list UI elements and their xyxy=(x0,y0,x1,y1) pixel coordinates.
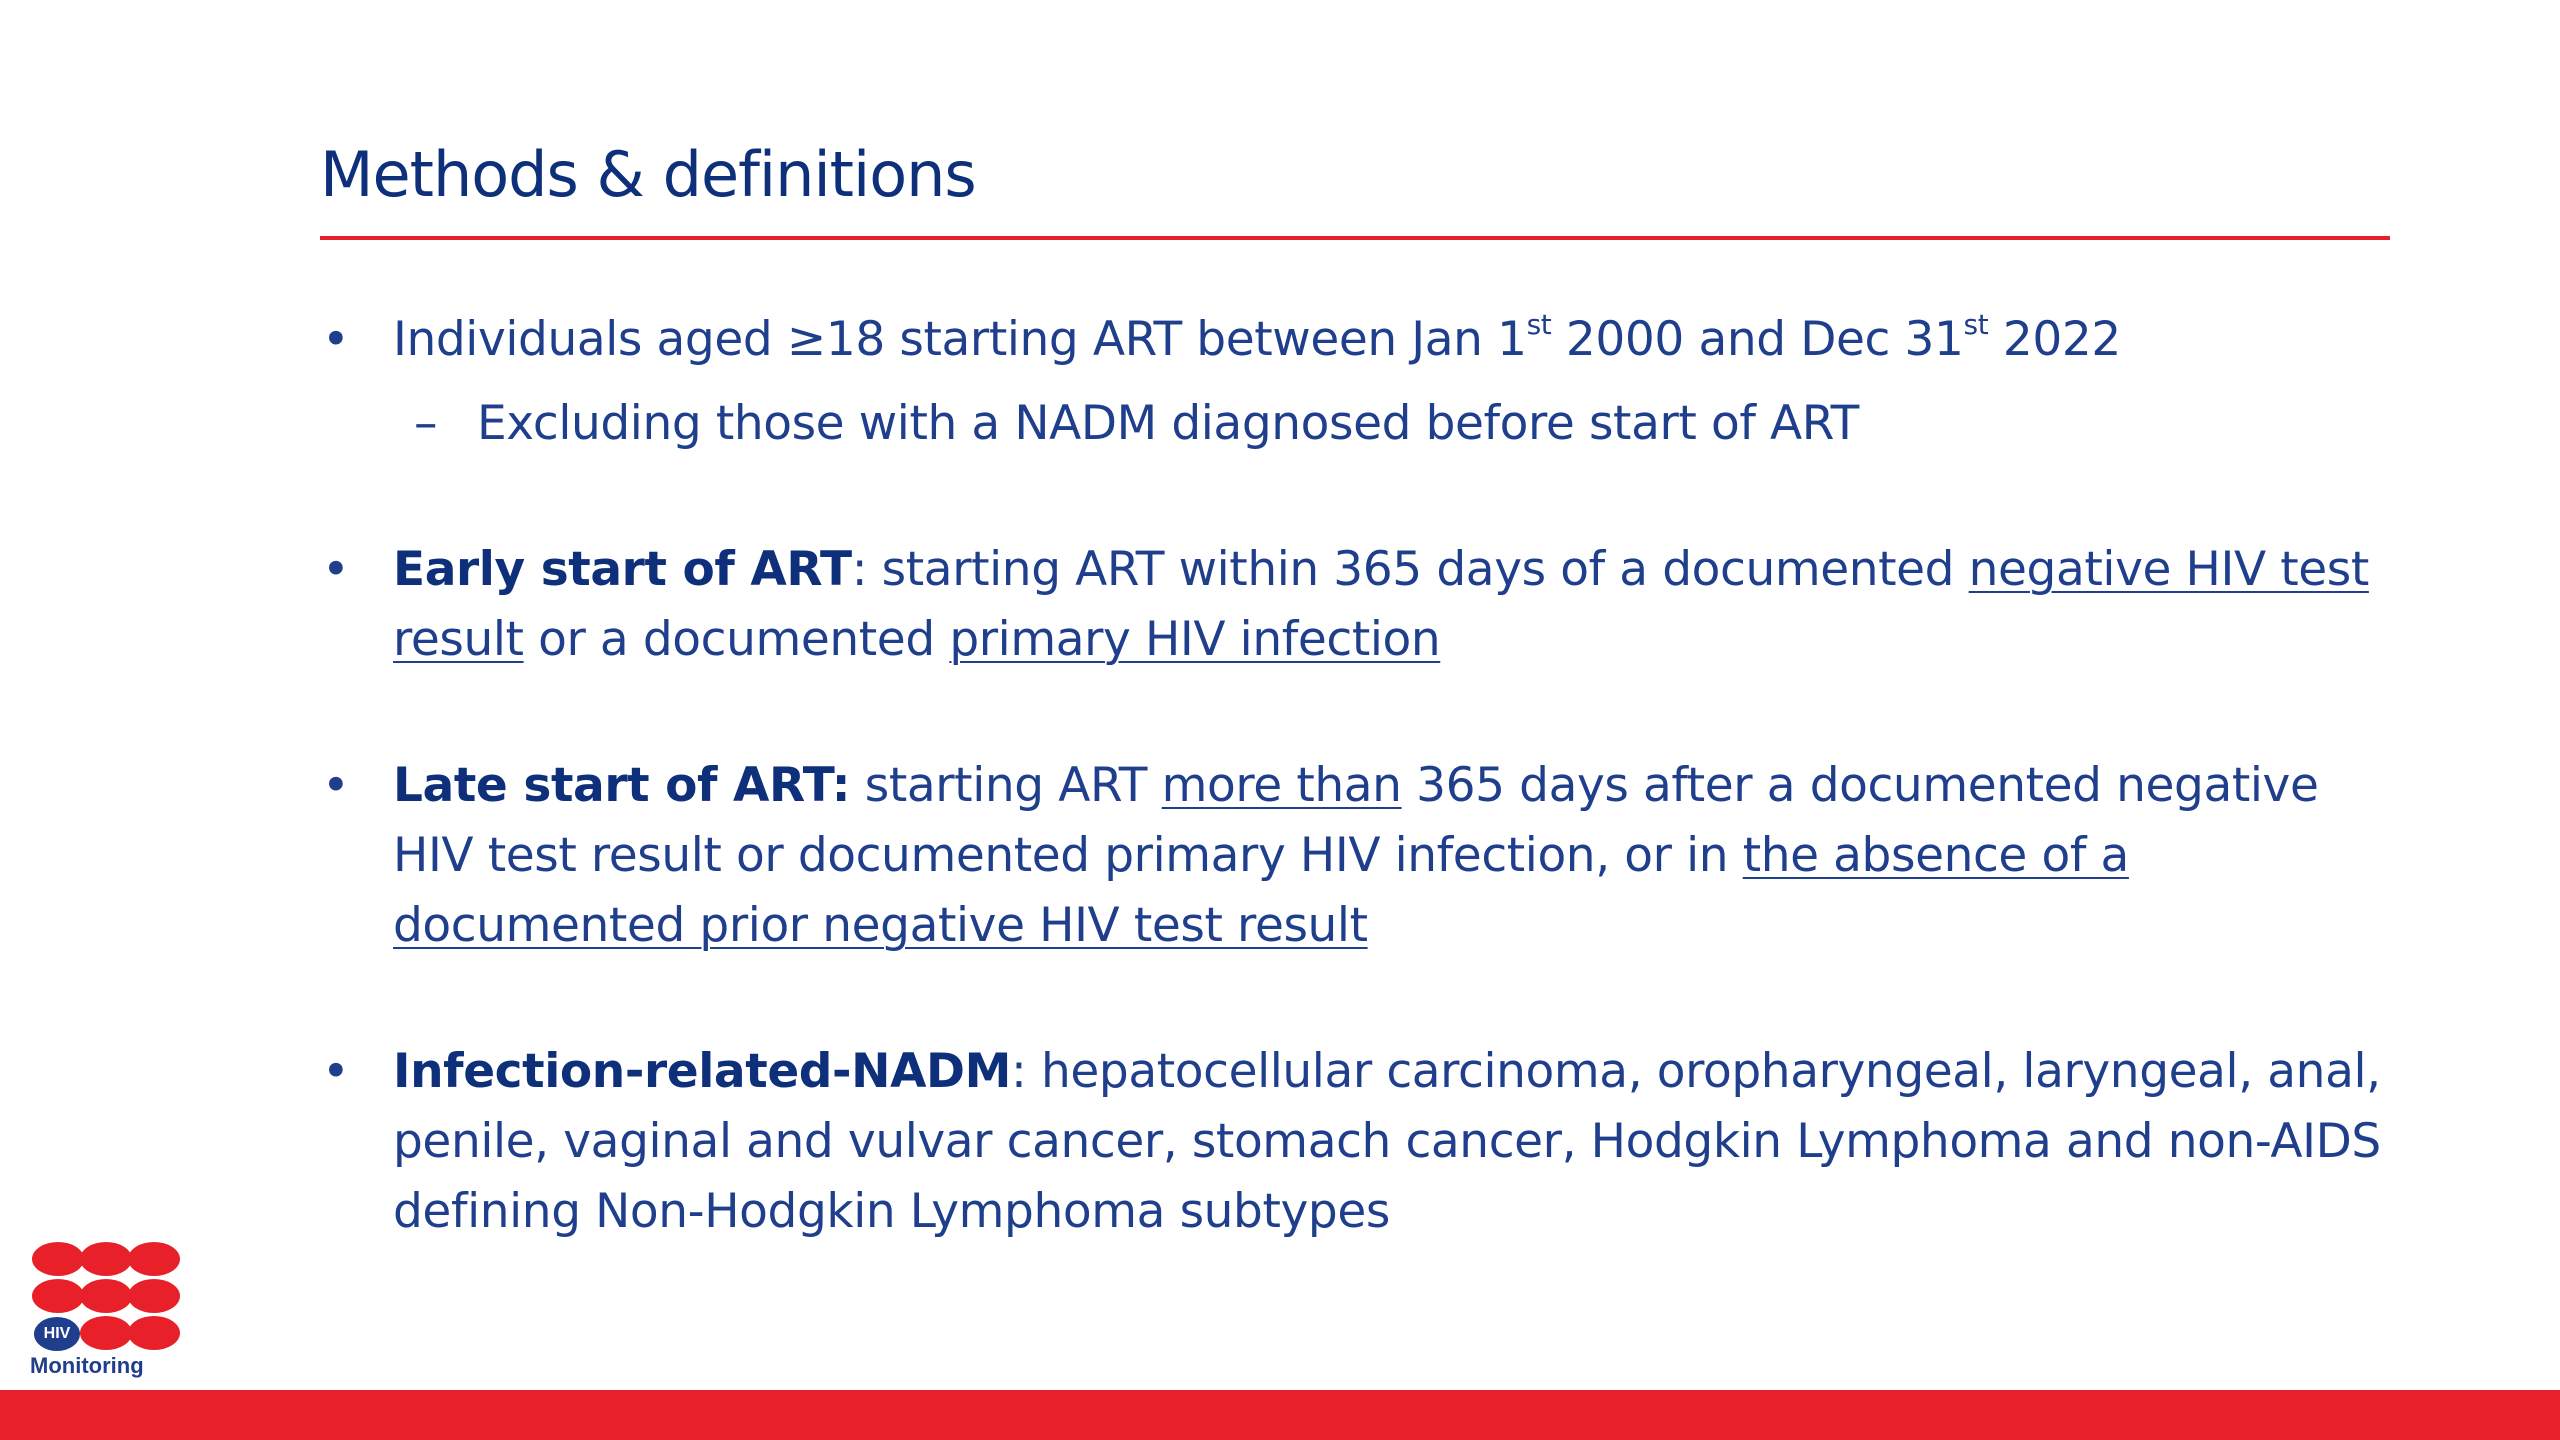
dash-icon: – xyxy=(414,396,438,451)
logo-dot-icon xyxy=(80,1316,132,1350)
bullet-item-infection-related-nadm xyxy=(320,1037,2400,1247)
bullet-item-early-start xyxy=(320,535,2400,675)
logo-dot-icon xyxy=(80,1279,132,1313)
logo-dot-icon xyxy=(32,1242,84,1276)
logo-text: Monitoring xyxy=(30,1353,144,1378)
definition-term: Early start of ART xyxy=(393,542,852,597)
definition-term: Infection-related-NADM xyxy=(393,1044,1012,1099)
logo-dot-icon xyxy=(32,1279,84,1313)
superscript: st xyxy=(1963,308,1989,342)
bullet-icon: • xyxy=(322,758,350,813)
underlined-text: more than xyxy=(1161,758,1402,813)
bullet-list xyxy=(320,305,2400,1247)
logo-dot-icon xyxy=(128,1316,180,1350)
bullet-text: 365 days after a documented negative HIV test result or documented primary HIV infection, or in xyxy=(393,758,2319,883)
footer-bar xyxy=(0,1390,2560,1440)
underlined-text: negative HIV test result xyxy=(393,542,2369,667)
bullet-text: or a documented xyxy=(523,612,950,667)
bullet-text: starting ART xyxy=(850,758,1162,813)
bullet-text: : starting ART within 365 days of a documented xyxy=(851,542,1969,597)
sub-bullet-exclusion xyxy=(320,389,2400,459)
title-divider xyxy=(320,236,2390,240)
underlined-text: the absence of a documented prior negative HIV test result xyxy=(393,828,2129,953)
logo-dot-icon xyxy=(80,1242,132,1276)
bullet-item-study-population xyxy=(320,305,2400,375)
logo-dot-icon xyxy=(128,1279,180,1313)
slide-title: Methods & definitions xyxy=(320,138,976,211)
bullet-icon: • xyxy=(322,542,350,597)
superscript: st xyxy=(1526,308,1552,342)
bullet-icon: • xyxy=(322,1044,350,1099)
hiv-badge-icon: HIV xyxy=(34,1317,80,1351)
definition-term: Late start of ART: xyxy=(393,758,851,813)
bullet-text: 2022 xyxy=(1988,312,2121,367)
sub-bullet-text: Excluding those with a NADM diagnosed before start of ART xyxy=(477,396,1859,451)
underlined-text: primary HIV infection xyxy=(949,612,1441,667)
bullet-text: Individuals aged ≥18 starting ART between Jan 1 xyxy=(393,312,1527,367)
bullet-item-late-start xyxy=(320,751,2400,961)
hiv-monitoring-logo xyxy=(30,1240,190,1380)
bullet-text: 2000 and Dec 31 xyxy=(1551,312,1964,367)
logo-dot-icon xyxy=(128,1242,180,1276)
bullet-text: : hepatocellular carcinoma, oropharyngeal, laryngeal, anal, penile, vaginal and vulvar cancer, stomach cancer, Hodgkin Lymphoma and non-AIDS defining Non-Hodgkin Lymphoma subtypes xyxy=(393,1044,2381,1239)
bullet-icon: • xyxy=(322,312,350,367)
